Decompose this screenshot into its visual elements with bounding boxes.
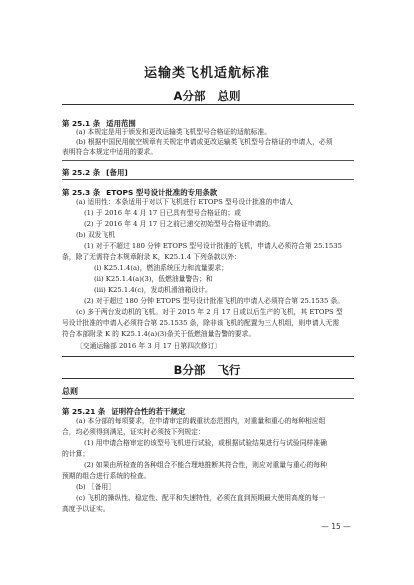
article-name: ETOPS 型号设计批准的专用条款 — [106, 188, 218, 197]
article-text-line: (1) 于 2016 年 4 月 17 日已具有型号合格证的；或 — [84, 209, 241, 217]
article-text-line: (b) ［备用］ — [76, 483, 116, 491]
article-text-line: (i) K25.1.4(a)，燃油系统压力和流量要求； — [94, 264, 229, 272]
article-text-line: (1) 用申请合格审定的该型号飞机进行试验，或根据试验结果进行与试验同样准确 — [84, 439, 327, 447]
article-text-line: (ii) K25.1.4(a)(3)，低燃油量警告；和 — [94, 275, 213, 283]
article-divider — [62, 160, 354, 161]
article-text-line: (b) 根据中国民用航空规章有关规定申请或更改运输类飞机型号合格证的申请人，必须 — [76, 138, 333, 146]
article-text-line: 预期的组合进行系统的检查。 — [62, 472, 151, 480]
article-number: 第 25.2 条 — [62, 168, 101, 177]
article-text-line: 符合本部附录 K 的 K25.1.4(a)(3)条关于低燃油量告警的要求。 — [62, 330, 256, 338]
part-b-top-divider — [62, 356, 354, 357]
article-text-line: 合，均必须得到满足，证实时必须按下列规定： — [62, 428, 205, 436]
part-b-letter: B分部 — [173, 363, 206, 377]
general-heading: 总则 — [62, 387, 78, 396]
article-name: 适用范围 — [106, 119, 136, 128]
article-25-21-heading — [62, 406, 362, 417]
article-text-line: 的计算； — [62, 450, 90, 458]
article-text-line: (1) 对于不超过 180 分钟 ETOPS 型号设计批准的飞机，申请人必须符合第 25.1535 — [84, 242, 342, 250]
article-25-2-heading — [62, 167, 362, 178]
article-text-line: (b) 双发飞机 — [76, 231, 116, 239]
article-text-line: (c) 多于两台发动机的飞机。对于 2015 年 2 月 17 日或以后生产的飞机，其 ETOPS 型 — [76, 308, 343, 316]
part-a-letter: A分部 — [173, 89, 206, 103]
article-text-line: 号设计批准的申请人必须符合第 25.1535 条，除非该飞机的配置为三人机组，则申请人无需 — [62, 319, 340, 327]
part-b-heading — [0, 362, 414, 378]
article-text-line: (a) 本规定是用于颁发和更改运输类飞机型号合格证的适航标准。 — [76, 128, 272, 136]
part-a-heading — [0, 88, 414, 104]
page-number: — 15 — — [321, 522, 351, 531]
part-b-bottom-divider — [62, 378, 354, 379]
article-text-line: (iii) K25.1.4(c)，发动机滑油箱设计。 — [94, 286, 212, 294]
article-number: 第 25.21 条 — [62, 407, 106, 416]
article-text-line: (a) 本分部的每项要求，在申请审定的载重状态范围内，对重量和重心的每种相应组 — [76, 417, 326, 425]
document-title: 运输类飞机适航标准 — [143, 66, 270, 81]
article-number: 第 25.1 条 — [62, 119, 101, 128]
amendment-note: 〔交通运输部 2016 年 3 月 17 日第四次修订〕 — [76, 342, 222, 350]
article-divider — [62, 179, 354, 180]
article-number: 第 25.3 条 — [62, 188, 101, 197]
part-a-divider — [62, 104, 354, 105]
article-text-line: 表明符合本规定中适用的要求。 — [62, 148, 158, 156]
part-b-name: 飞行 — [217, 363, 241, 377]
article-text-line: 条，除了无需符合本规章附录 K，K25.1.4 下列条款以外： — [62, 253, 241, 261]
article-25-3-heading — [62, 187, 362, 198]
article-text-line: 高度予以证实。 — [62, 505, 110, 513]
article-text-line: (2) 于 2016 年 4 月 17 日之前已递交初始型号合格证申请的。 — [84, 220, 275, 228]
section-divider — [62, 398, 354, 399]
part-a-name: 总则 — [217, 89, 241, 103]
article-text-line: (c) 飞机的操纵性、稳定性、配平和失速特性，必须在直到预期最大使用高度的每一 — [76, 494, 326, 502]
article-text-line: (2) 如果由所检查的各种组合不能合理地推断其符合性，则应对重量与重心的每种 — [84, 461, 327, 469]
article-text-line: (2) 对于超过 180 分钟 ETOPS 型号设计批准飞机的申请人必须符合第 25.1535 条。 — [84, 297, 345, 305]
article-name: 证明符合性的若干规定 — [111, 407, 186, 416]
article-name: [备用] — [106, 168, 128, 177]
article-text-line: (a) 适用性：本条适用于对以下飞机进行 ETOPS 型号设计批准的申请人 — [76, 198, 293, 206]
